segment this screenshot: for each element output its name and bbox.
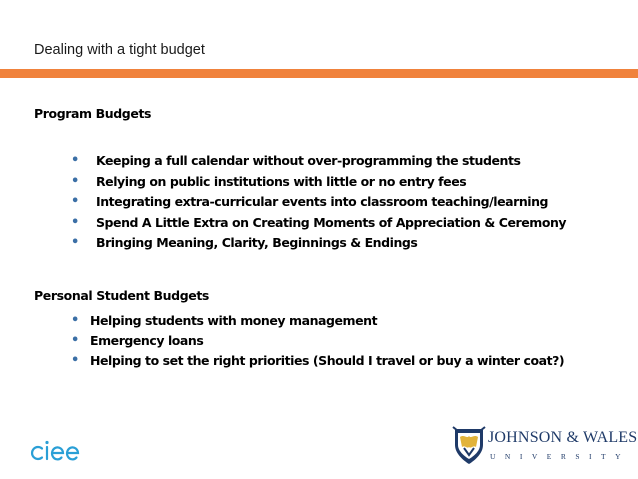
list-item-text: Emergency loans [90, 333, 204, 348]
list-item-text: Helping students with money management [90, 313, 378, 328]
personal-budgets-heading: Personal Student Budgets [34, 288, 209, 303]
jwu-subtitle: UNIVERSITY [490, 452, 630, 461]
list-item-text: Relying on public institutions with little or no entry fees [96, 173, 467, 189]
bullet-icon: • [71, 194, 79, 209]
list-item [71, 192, 566, 213]
list-item [71, 172, 566, 193]
program-budgets-heading: Program Budgets [34, 106, 152, 121]
list-item [71, 213, 567, 234]
list-item [71, 331, 564, 351]
bullet-icon: • [71, 353, 79, 368]
ciee-logo [30, 437, 86, 463]
jwu-logo [452, 425, 638, 469]
personal-budgets-list [71, 311, 565, 371]
list-item-text: Helping to set the right priorities (Should I travel or buy a winter coat?) [90, 353, 565, 368]
jwu-name: JOHNSON & WALES [488, 429, 638, 446]
slide-title: Dealing with a tight budget [34, 42, 205, 58]
list-item-text: Integrating extra-curricular events into classroom teaching/learning [96, 194, 549, 209]
bullet-icon: • [71, 333, 79, 348]
bullet-icon: • [71, 235, 79, 250]
list-item-text: Spend A Little Extra on Creating Moments of Appreciation & Ceremony [96, 214, 567, 230]
list-item [71, 233, 566, 254]
program-budgets-list [71, 151, 567, 254]
bullet-icon: • [71, 153, 79, 168]
list-item-text: Keeping a full calendar without over-programming the students [96, 153, 521, 168]
title-accent-bar [0, 69, 638, 78]
bullet-icon: • [71, 214, 79, 230]
shield-crest-icon [452, 425, 486, 467]
list-item-text: Bringing Meaning, Clarity, Beginnings & Endings [96, 235, 418, 250]
ciee-logo-icon [30, 437, 86, 463]
list-item [71, 311, 564, 331]
bullet-icon: • [71, 173, 79, 189]
list-item [71, 151, 566, 172]
bullet-icon: • [71, 313, 79, 328]
list-item [71, 351, 565, 371]
